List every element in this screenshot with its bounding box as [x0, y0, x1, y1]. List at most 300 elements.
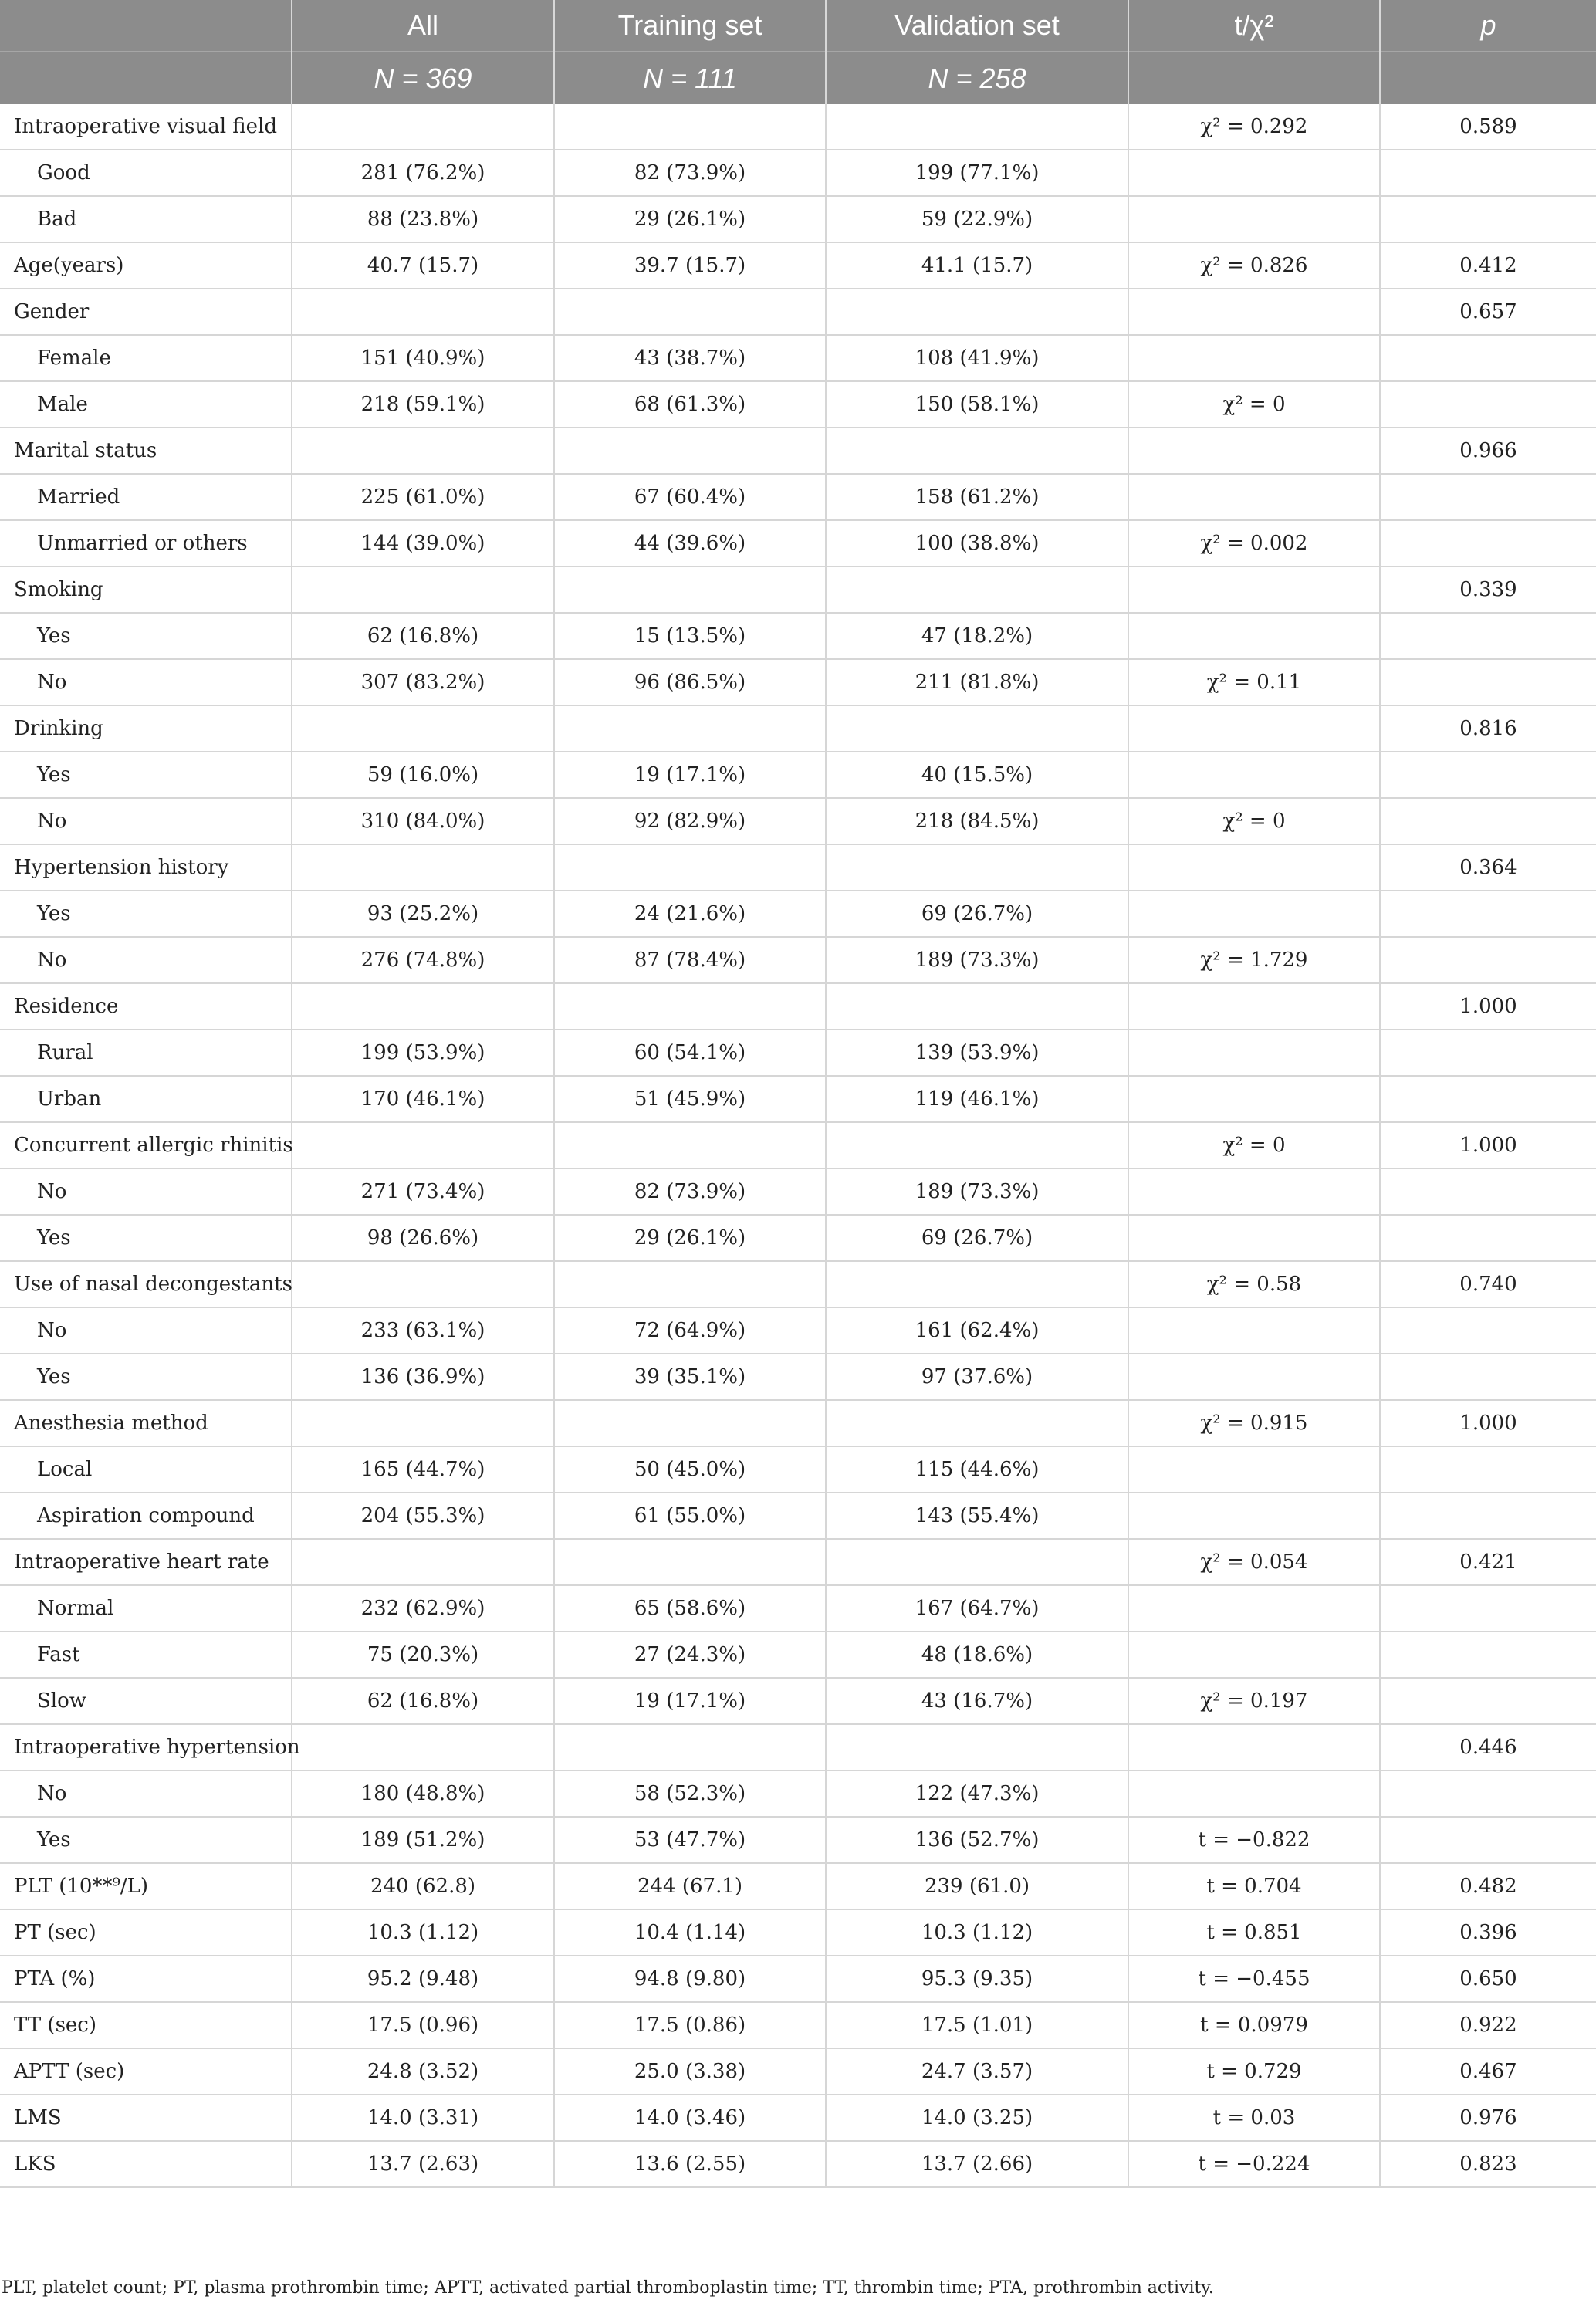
cell-training: 50 (45.0%) — [554, 1446, 826, 1493]
row-label: Concurrent allergic rhinitis — [0, 1122, 292, 1168]
header-count-stat-blank — [1128, 52, 1380, 104]
cell-validation: 100 (38.8%) — [826, 520, 1128, 566]
cell-training: 94.8 (9.80) — [554, 1956, 826, 2002]
row-label: No — [0, 659, 292, 705]
cell-training: 82 (73.9%) — [554, 1168, 826, 1215]
table-row — [0, 335, 1596, 381]
row-label: PLT (10**⁹/L) — [0, 1863, 292, 1909]
cell-p-value: 1.000 — [1380, 1122, 1596, 1168]
cell-p-value: 0.922 — [1380, 2002, 1596, 2048]
cell-training — [554, 1400, 826, 1446]
header-count-blank — [0, 52, 292, 104]
cell-training: 29 (26.1%) — [554, 1215, 826, 1261]
cell-p-value: 0.364 — [1380, 844, 1596, 891]
cell-validation: 47 (18.2%) — [826, 613, 1128, 659]
cell-training — [554, 844, 826, 891]
row-label: Smoking — [0, 566, 292, 613]
table-row — [0, 1446, 1596, 1493]
cell-all — [292, 1724, 554, 1770]
row-label: Bad — [0, 196, 292, 242]
cell-training: 244 (67.1) — [554, 1863, 826, 1909]
cell-all: 14.0 (3.31) — [292, 2095, 554, 2141]
table-row — [0, 1770, 1596, 1817]
cell-statistic: χ² = 0.826 — [1128, 242, 1380, 289]
cell-training: 67 (60.4%) — [554, 474, 826, 520]
cell-training: 19 (17.1%) — [554, 1678, 826, 1724]
cell-training: 15 (13.5%) — [554, 613, 826, 659]
cell-training: 44 (39.6%) — [554, 520, 826, 566]
row-label: Female — [0, 335, 292, 381]
cell-all: 310 (84.0%) — [292, 798, 554, 844]
cell-p-value — [1380, 1168, 1596, 1215]
header-all: All — [292, 0, 554, 52]
cell-all: 170 (46.1%) — [292, 1076, 554, 1122]
cell-validation — [826, 428, 1128, 474]
cell-statistic — [1128, 1030, 1380, 1076]
row-label: Local — [0, 1446, 292, 1493]
cell-statistic — [1128, 1215, 1380, 1261]
row-label: Yes — [0, 613, 292, 659]
cell-statistic — [1128, 566, 1380, 613]
cell-all: 165 (44.7%) — [292, 1446, 554, 1493]
cell-all: 17.5 (0.96) — [292, 2002, 554, 2048]
table-row — [0, 2141, 1596, 2187]
cell-p-value — [1380, 1354, 1596, 1400]
cell-p-value — [1380, 335, 1596, 381]
cell-statistic — [1128, 289, 1380, 335]
cell-all: 180 (48.8%) — [292, 1770, 554, 1817]
cell-all — [292, 983, 554, 1030]
cell-training — [554, 289, 826, 335]
row-label: Yes — [0, 752, 292, 798]
cell-training — [554, 1539, 826, 1585]
cell-all: 75 (20.3%) — [292, 1632, 554, 1678]
cell-all — [292, 566, 554, 613]
cell-all: 10.3 (1.12) — [292, 1909, 554, 1956]
cell-validation: 139 (53.9%) — [826, 1030, 1128, 1076]
cell-statistic: t = 0.704 — [1128, 1863, 1380, 1909]
table-row — [0, 1261, 1596, 1307]
cell-validation: 24.7 (3.57) — [826, 2048, 1128, 2095]
cell-p-value — [1380, 659, 1596, 705]
cell-training: 27 (24.3%) — [554, 1632, 826, 1678]
cell-validation: 59 (22.9%) — [826, 196, 1128, 242]
cell-validation: 189 (73.3%) — [826, 1168, 1128, 1215]
cell-p-value: 0.650 — [1380, 1956, 1596, 2002]
cell-p-value: 0.467 — [1380, 2048, 1596, 2095]
cell-statistic — [1128, 196, 1380, 242]
cell-training: 43 (38.7%) — [554, 335, 826, 381]
table-row — [0, 1956, 1596, 2002]
cell-all — [292, 289, 554, 335]
cell-p-value — [1380, 613, 1596, 659]
row-label: PTA (%) — [0, 1956, 292, 2002]
row-label: LMS — [0, 2095, 292, 2141]
cell-all: 240 (62.8) — [292, 1863, 554, 1909]
cell-validation: 218 (84.5%) — [826, 798, 1128, 844]
cell-training: 53 (47.7%) — [554, 1817, 826, 1863]
table-row — [0, 1585, 1596, 1632]
cell-p-value: 0.816 — [1380, 705, 1596, 752]
cell-p-value: 0.589 — [1380, 104, 1596, 150]
table-row — [0, 937, 1596, 983]
row-label: Gender — [0, 289, 292, 335]
row-label: Marital status — [0, 428, 292, 474]
cell-validation: 161 (62.4%) — [826, 1307, 1128, 1354]
cell-p-value: 1.000 — [1380, 1400, 1596, 1446]
table-row — [0, 520, 1596, 566]
cell-validation: 136 (52.7%) — [826, 1817, 1128, 1863]
cell-statistic — [1128, 1632, 1380, 1678]
cell-validation: 17.5 (1.01) — [826, 2002, 1128, 2048]
cell-p-value — [1380, 1446, 1596, 1493]
cell-validation — [826, 844, 1128, 891]
cell-training: 13.6 (2.55) — [554, 2141, 826, 2187]
cell-p-value — [1380, 196, 1596, 242]
cell-all: 95.2 (9.48) — [292, 1956, 554, 2002]
cell-p-value — [1380, 798, 1596, 844]
cell-all: 307 (83.2%) — [292, 659, 554, 705]
table-row — [0, 983, 1596, 1030]
cell-validation: 122 (47.3%) — [826, 1770, 1128, 1817]
row-label: Intraoperative heart rate — [0, 1539, 292, 1585]
cell-validation: 119 (46.1%) — [826, 1076, 1128, 1122]
row-label: Residence — [0, 983, 292, 1030]
cell-statistic: t = −0.224 — [1128, 2141, 1380, 2187]
cell-p-value — [1380, 937, 1596, 983]
table-row — [0, 1400, 1596, 1446]
cell-statistic — [1128, 1724, 1380, 1770]
row-label: Slow — [0, 1678, 292, 1724]
table-body — [0, 104, 1596, 2187]
table-row — [0, 1678, 1596, 1724]
row-label: No — [0, 1168, 292, 1215]
row-label: Urban — [0, 1076, 292, 1122]
cell-statistic: t = 0.03 — [1128, 2095, 1380, 2141]
table-header — [0, 0, 1596, 104]
table-row — [0, 428, 1596, 474]
cell-training — [554, 1261, 826, 1307]
row-label: Yes — [0, 1817, 292, 1863]
cell-all — [292, 104, 554, 150]
cell-p-value — [1380, 1585, 1596, 1632]
cell-all: 271 (73.4%) — [292, 1168, 554, 1215]
cell-p-value — [1380, 150, 1596, 196]
cell-all: 233 (63.1%) — [292, 1307, 554, 1354]
table-row — [0, 242, 1596, 289]
cell-p-value: 0.396 — [1380, 1909, 1596, 1956]
table-row — [0, 1030, 1596, 1076]
cell-statistic: χ² = 0.197 — [1128, 1678, 1380, 1724]
table-row — [0, 705, 1596, 752]
cell-training: 82 (73.9%) — [554, 150, 826, 196]
cell-validation: 189 (73.3%) — [826, 937, 1128, 983]
cell-all: 144 (39.0%) — [292, 520, 554, 566]
cell-p-value: 0.966 — [1380, 428, 1596, 474]
table-row — [0, 1863, 1596, 1909]
cell-validation: 69 (26.7%) — [826, 891, 1128, 937]
table-row — [0, 196, 1596, 242]
table-row — [0, 752, 1596, 798]
table-row — [0, 1307, 1596, 1354]
cell-all: 199 (53.9%) — [292, 1030, 554, 1076]
cell-statistic — [1128, 844, 1380, 891]
cell-statistic — [1128, 1770, 1380, 1817]
cell-p-value: 0.339 — [1380, 566, 1596, 613]
row-label: Intraoperative visual field — [0, 104, 292, 150]
cell-training — [554, 104, 826, 150]
cell-statistic: t = 0.729 — [1128, 2048, 1380, 2095]
cell-validation: 41.1 (15.7) — [826, 242, 1128, 289]
cell-p-value — [1380, 1076, 1596, 1122]
cell-validation — [826, 1400, 1128, 1446]
table-row — [0, 844, 1596, 891]
cell-p-value: 0.421 — [1380, 1539, 1596, 1585]
cell-statistic: χ² = 0 — [1128, 381, 1380, 428]
cell-p-value — [1380, 752, 1596, 798]
cell-validation: 143 (55.4%) — [826, 1493, 1128, 1539]
row-label: Married — [0, 474, 292, 520]
cell-validation — [826, 566, 1128, 613]
cell-p-value — [1380, 1770, 1596, 1817]
row-label: LKS — [0, 2141, 292, 2187]
row-label: No — [0, 1770, 292, 1817]
cell-validation: 14.0 (3.25) — [826, 2095, 1128, 2141]
cell-training: 68 (61.3%) — [554, 381, 826, 428]
cell-validation: 199 (77.1%) — [826, 150, 1128, 196]
cell-validation: 239 (61.0) — [826, 1863, 1128, 1909]
cell-statistic — [1128, 474, 1380, 520]
cell-p-value: 0.446 — [1380, 1724, 1596, 1770]
row-label: Unmarried or others — [0, 520, 292, 566]
table-row — [0, 659, 1596, 705]
cell-statistic: χ² = 0.11 — [1128, 659, 1380, 705]
cell-all: 98 (26.6%) — [292, 1215, 554, 1261]
cell-statistic: χ² = 0.054 — [1128, 1539, 1380, 1585]
cell-training — [554, 566, 826, 613]
row-label: Age(years) — [0, 242, 292, 289]
row-label: Anesthesia method — [0, 1400, 292, 1446]
row-label: No — [0, 937, 292, 983]
cell-validation: 211 (81.8%) — [826, 659, 1128, 705]
cell-statistic: t = 0.0979 — [1128, 2002, 1380, 2048]
row-label: Rural — [0, 1030, 292, 1076]
cell-all — [292, 1261, 554, 1307]
cell-statistic: χ² = 0 — [1128, 798, 1380, 844]
table-row — [0, 289, 1596, 335]
cell-p-value: 0.976 — [1380, 2095, 1596, 2141]
cell-training: 29 (26.1%) — [554, 196, 826, 242]
cell-training: 87 (78.4%) — [554, 937, 826, 983]
cell-training: 25.0 (3.38) — [554, 2048, 826, 2095]
cell-validation: 69 (26.7%) — [826, 1215, 1128, 1261]
header-count-p-blank — [1380, 52, 1596, 104]
table-row — [0, 381, 1596, 428]
cell-training — [554, 1724, 826, 1770]
table-row — [0, 566, 1596, 613]
header-count-all: N = 369 — [292, 52, 554, 104]
cell-training: 58 (52.3%) — [554, 1770, 826, 1817]
table-row — [0, 1909, 1596, 1956]
cell-training: 10.4 (1.14) — [554, 1909, 826, 1956]
cell-validation: 43 (16.7%) — [826, 1678, 1128, 1724]
cell-p-value — [1380, 381, 1596, 428]
cell-all: 232 (62.9%) — [292, 1585, 554, 1632]
header-count-training: N = 111 — [554, 52, 826, 104]
cell-all: 40.7 (15.7) — [292, 242, 554, 289]
cell-statistic: t = −0.455 — [1128, 1956, 1380, 2002]
cell-validation: 13.7 (2.66) — [826, 2141, 1128, 2187]
cell-all: 24.8 (3.52) — [292, 2048, 554, 2095]
table-row — [0, 1076, 1596, 1122]
row-label: TT (sec) — [0, 2002, 292, 2048]
table-row — [0, 1817, 1596, 1863]
cell-training: 65 (58.6%) — [554, 1585, 826, 1632]
cell-training: 24 (21.6%) — [554, 891, 826, 937]
cell-statistic — [1128, 705, 1380, 752]
table-row — [0, 1168, 1596, 1215]
table-row — [0, 104, 1596, 150]
cell-validation — [826, 104, 1128, 150]
cell-all: 136 (36.9%) — [292, 1354, 554, 1400]
table-row — [0, 1354, 1596, 1400]
row-label: Male — [0, 381, 292, 428]
cell-validation — [826, 1724, 1128, 1770]
header-row-groups — [0, 0, 1596, 52]
table-row — [0, 474, 1596, 520]
table-row — [0, 2002, 1596, 2048]
row-label: PT (sec) — [0, 1909, 292, 1956]
cell-validation: 48 (18.6%) — [826, 1632, 1128, 1678]
cell-validation: 150 (58.1%) — [826, 381, 1128, 428]
cell-statistic: χ² = 1.729 — [1128, 937, 1380, 983]
cell-statistic — [1128, 1307, 1380, 1354]
header-count-validation: N = 258 — [826, 52, 1128, 104]
cell-validation — [826, 1539, 1128, 1585]
cell-all: 62 (16.8%) — [292, 613, 554, 659]
row-label: Yes — [0, 1215, 292, 1261]
row-label: Yes — [0, 891, 292, 937]
cell-training: 96 (86.5%) — [554, 659, 826, 705]
table-row — [0, 150, 1596, 196]
cell-statistic — [1128, 613, 1380, 659]
cell-validation: 40 (15.5%) — [826, 752, 1128, 798]
cell-training — [554, 983, 826, 1030]
cell-all — [292, 428, 554, 474]
cell-p-value: 0.740 — [1380, 1261, 1596, 1307]
cell-all: 218 (59.1%) — [292, 381, 554, 428]
header-row-counts — [0, 52, 1596, 104]
cell-all: 281 (76.2%) — [292, 150, 554, 196]
cell-statistic — [1128, 335, 1380, 381]
cell-statistic — [1128, 891, 1380, 937]
table-row — [0, 1539, 1596, 1585]
cell-training: 17.5 (0.86) — [554, 2002, 826, 2048]
cell-statistic — [1128, 1585, 1380, 1632]
cell-p-value — [1380, 1215, 1596, 1261]
header-training-set: Training set — [554, 0, 826, 52]
cell-p-value — [1380, 474, 1596, 520]
header-validation-set: Validation set — [826, 0, 1128, 52]
cell-validation: 108 (41.9%) — [826, 335, 1128, 381]
cell-p-value — [1380, 1493, 1596, 1539]
table-row — [0, 1122, 1596, 1168]
row-label: No — [0, 1307, 292, 1354]
cell-p-value: 0.823 — [1380, 2141, 1596, 2187]
cell-statistic — [1128, 1493, 1380, 1539]
cell-all: 225 (61.0%) — [292, 474, 554, 520]
cell-p-value: 1.000 — [1380, 983, 1596, 1030]
cell-statistic — [1128, 983, 1380, 1030]
cell-p-value: 0.482 — [1380, 1863, 1596, 1909]
cell-validation: 95.3 (9.35) — [826, 1956, 1128, 2002]
cell-all — [292, 844, 554, 891]
cell-training — [554, 705, 826, 752]
row-label: Use of nasal decongestants — [0, 1261, 292, 1307]
cell-statistic — [1128, 150, 1380, 196]
table-footnote: PLT, platelet count; PT, plasma prothrombin time; APTT, activated partial thromboplastin time; TT, thrombin time; PTA, prothrombin activity. — [2, 2278, 1214, 2298]
cell-p-value: 0.412 — [1380, 242, 1596, 289]
cell-training: 61 (55.0%) — [554, 1493, 826, 1539]
cell-statistic — [1128, 428, 1380, 474]
cell-training: 72 (64.9%) — [554, 1307, 826, 1354]
cell-p-value — [1380, 520, 1596, 566]
cell-p-value — [1380, 1030, 1596, 1076]
cell-validation — [826, 1122, 1128, 1168]
cell-all: 59 (16.0%) — [292, 752, 554, 798]
cell-validation: 158 (61.2%) — [826, 474, 1128, 520]
cell-validation: 10.3 (1.12) — [826, 1909, 1128, 1956]
cell-validation — [826, 1261, 1128, 1307]
cell-training: 51 (45.9%) — [554, 1076, 826, 1122]
cell-validation — [826, 705, 1128, 752]
cell-p-value — [1380, 1307, 1596, 1354]
table-row — [0, 1724, 1596, 1770]
cell-statistic: t = −0.822 — [1128, 1817, 1380, 1863]
row-label: Aspiration compound — [0, 1493, 292, 1539]
cell-training: 60 (54.1%) — [554, 1030, 826, 1076]
cell-validation — [826, 983, 1128, 1030]
cell-training — [554, 428, 826, 474]
table-row — [0, 1493, 1596, 1539]
table-row — [0, 798, 1596, 844]
cell-all — [292, 1400, 554, 1446]
cell-validation: 97 (37.6%) — [826, 1354, 1128, 1400]
cell-all: 151 (40.9%) — [292, 335, 554, 381]
cell-p-value — [1380, 1678, 1596, 1724]
row-label: APTT (sec) — [0, 2048, 292, 2095]
cell-all: 93 (25.2%) — [292, 891, 554, 937]
header-p-value: p — [1380, 0, 1596, 52]
cell-statistic: χ² = 0.58 — [1128, 1261, 1380, 1307]
cell-training: 39.7 (15.7) — [554, 242, 826, 289]
cell-validation — [826, 289, 1128, 335]
cell-statistic — [1128, 1354, 1380, 1400]
cell-all: 189 (51.2%) — [292, 1817, 554, 1863]
header-label-blank — [0, 0, 292, 52]
cell-all — [292, 705, 554, 752]
cell-statistic — [1128, 1168, 1380, 1215]
cell-training: 92 (82.9%) — [554, 798, 826, 844]
table-row — [0, 1215, 1596, 1261]
cell-training: 19 (17.1%) — [554, 752, 826, 798]
cell-validation: 167 (64.7%) — [826, 1585, 1128, 1632]
cell-p-value — [1380, 891, 1596, 937]
cell-p-value — [1380, 1817, 1596, 1863]
header-test-statistic: t/χ² — [1128, 0, 1380, 52]
row-label: No — [0, 798, 292, 844]
cell-all: 276 (74.8%) — [292, 937, 554, 983]
